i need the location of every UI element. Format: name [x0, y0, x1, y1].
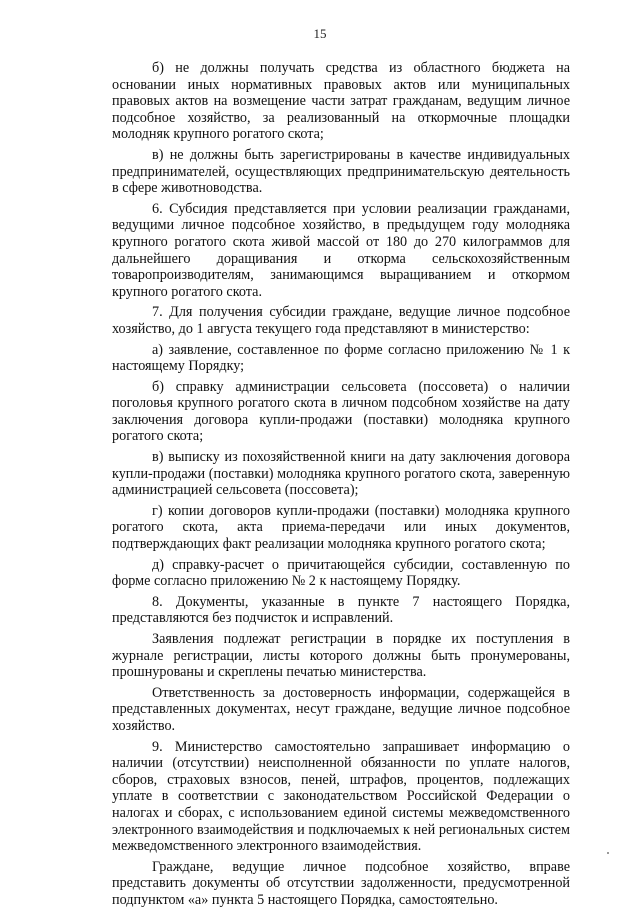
paragraph-7: 7. Для получения субсидии граждане, ведущие личное подсобное хозяйство, до 1 августа текущего года представляют в министерство:	[112, 304, 570, 337]
paragraph-6: 6. Субсидия представляется при условии реализации гражданами, ведущими личное подсобное хозяйство, в предыдущем году молодняка крупного рогатого скота живой массой от 180 до 270 килограммов для дальнейшего доращивания и откорма сельскохозяйственным товаропроизводителям, занимающимся выращиванием и откормом крупного рогатого скота.	[112, 200, 570, 300]
page-number: 15	[313, 26, 327, 41]
scan-speck	[607, 852, 609, 854]
paragraph-8-registration: Заявления подлежат регистрации в порядке их поступления в журнале регистрации, листы которого должны быть пронумерованы, прошнурованы и скреплены печатью министерства.	[112, 631, 570, 681]
document-body	[112, 60, 570, 913]
paragraph-5v: в) не должны быть зарегистрированы в качестве индивидуальных предпринимателей, осуществляющих предпринимательскую деятельность в сфере животноводства.	[112, 146, 570, 197]
paragraph-7v: в) выписку из похозяйственной книги на дату заключения договора купли-продажи (поставки) молодняка крупного рогатого скота, заверенную администрацией сельсовета (поссовета);	[112, 449, 570, 499]
paragraph-9: 9. Министерство самостоятельно запрашивает информацию о наличии (отсутствии) неисполненной обязанности по уплате налогов, сборов, страховых взносов, пеней, штрафов, процентов, подлежащих уплате в соответствии с законодательством Российской Федерации о налогах и сборах, с использованием единой системы межведомственного электронного взаимодействия и подключаемых к ней региональных систем межведомственного электронного взаимодействия.	[112, 738, 570, 855]
paragraph-8: 8. Документы, указанные в пункте 7 настоящего Порядка, представляются без подчисток и исправлений.	[112, 593, 570, 627]
paragraph-5b: б) не должны получать средства из областного бюджета на основании иных нормативных правовых актов или муниципальных правовых актов на возмещение части затрат гражданам, ведущим личное подсобное хозяйство, за реализованный на откормочные площадки молодняк крупного рогатого скота;	[112, 60, 570, 143]
paragraph-8-responsibility: Ответственность за достоверность информации, содержащейся в представленных документах, несут граждане, ведущие личное подсобное хозяйство.	[112, 684, 570, 734]
paragraph-7d: д) справку-расчет о причитающейся субсидии, составленную по форме согласно приложению № 2 к настоящему Порядку.	[112, 556, 570, 590]
paragraph-7g: г) копии договоров купли-продажи (поставки) молодняка крупного рогатого скота, акта приема-передачи или иных документов, подтверждающих факт реализации молодняка крупного рогатого скота;	[112, 502, 570, 553]
paragraph-7a: а) заявление, составленное по форме согласно приложению № 1 к настоящему Порядку;	[112, 341, 570, 375]
paragraph-9-citizens: Граждане, ведущие личное подсобное хозяйство, вправе представить документы об отсутствии задолженности, предусмотренной подпунктом «а» пункта 5 настоящего Порядка, самостоятельно.	[112, 858, 570, 908]
paragraph-7b: б) справку администрации сельсовета (поссовета) о наличии поголовья крупного рогатого скота в личном подсобном хозяйстве на дату заключения договора купли-продажи (поставки) молодняка крупного рогатого скота;	[112, 378, 570, 445]
